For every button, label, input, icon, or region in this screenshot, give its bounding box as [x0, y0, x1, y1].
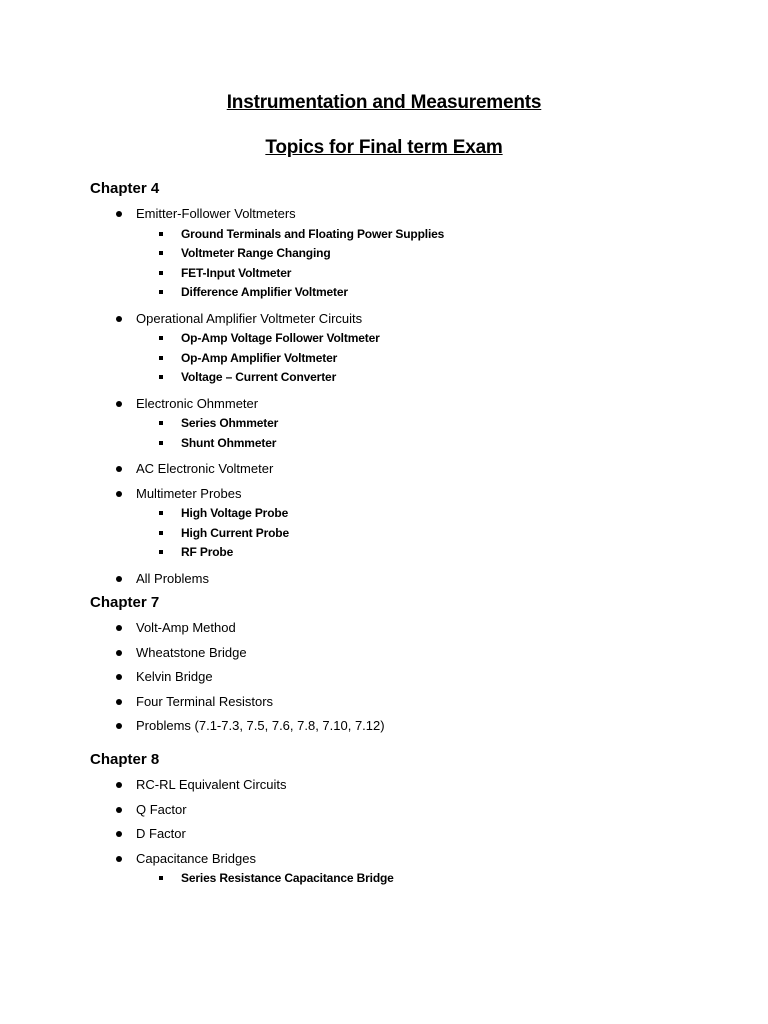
- topic-item: [90, 202, 730, 303]
- subtopic-list: [136, 225, 730, 303]
- bullet-dot-icon: [116, 856, 122, 862]
- topic-item: [90, 822, 730, 847]
- topic-row: [136, 616, 730, 641]
- topic-label: RC-RL Equivalent Circuits: [136, 777, 287, 792]
- topic-item: [90, 665, 730, 690]
- bullet-dot-icon: [116, 211, 122, 217]
- topic-label: Wheatstone Bridge: [136, 644, 247, 660]
- chapter-heading: Chapter 7: [90, 594, 160, 611]
- bullet-square-icon: [159, 421, 163, 425]
- topic-label: All Problems: [136, 570, 209, 586]
- bullet-square-icon: [159, 232, 163, 236]
- topic-label: Operational Amplifier Voltmeter Circuits: [136, 310, 363, 326]
- bullet-square-icon: [159, 441, 163, 445]
- subtopic-item: [136, 349, 730, 369]
- subtopic-label: Series Ohmmeter: [181, 416, 279, 430]
- bullet-dot-icon: [116, 576, 122, 582]
- topic-row: [136, 641, 730, 666]
- bullet-dot-icon: [116, 650, 122, 656]
- subtopic-item: [136, 434, 730, 454]
- topic-list: [90, 202, 730, 591]
- topic-item: [90, 307, 730, 388]
- bullet-square-icon: [159, 251, 163, 255]
- topic-row: [136, 822, 730, 847]
- chapter-section: [90, 179, 730, 591]
- bullet-dot-icon: [116, 723, 122, 729]
- subtopic-item: [136, 504, 730, 524]
- topic-row: [136, 457, 730, 482]
- subtopic-label: Op-Amp Voltage Follower Voltmeter: [181, 331, 380, 345]
- topic-label: Emitter-Follower Voltmeters: [136, 206, 296, 221]
- subtopic-list: [136, 329, 730, 388]
- bullet-dot-icon: [116, 316, 122, 322]
- bullet-square-icon: [159, 356, 163, 360]
- subtopic-label: Difference Amplifier Voltmeter: [181, 285, 348, 299]
- document-title: Instrumentation and Measurements: [226, 92, 542, 113]
- topic-label: Electronic Ohmmeter: [136, 395, 259, 411]
- topic-row: [136, 714, 730, 739]
- topic-item: [90, 847, 730, 889]
- bullet-square-icon: [159, 336, 163, 340]
- bullet-dot-icon: [116, 831, 122, 837]
- subtopic-item: [136, 264, 730, 284]
- bullet-square-icon: [159, 271, 163, 275]
- bullet-dot-icon: [116, 674, 122, 680]
- chapter-heading: Chapter 8: [90, 751, 160, 768]
- bullet-square-icon: [159, 876, 163, 880]
- subtopic-item: [136, 869, 730, 889]
- subtopic-label: High Current Probe: [181, 525, 289, 540]
- bullet-dot-icon: [116, 699, 122, 705]
- topic-label: D Factor: [136, 826, 186, 841]
- subtopic-item: [136, 543, 730, 563]
- topic-label: Multimeter Probes: [136, 485, 242, 501]
- topic-label: Kelvin Bridge: [136, 669, 213, 684]
- topic-item: [90, 798, 730, 823]
- topic-row: [136, 773, 730, 798]
- bullet-square-icon: [159, 375, 163, 379]
- subtopic-label: Shunt Ohmmeter: [181, 435, 277, 450]
- subtopic-item: [136, 414, 730, 434]
- topic-row: [136, 482, 730, 507]
- topic-item: [90, 690, 730, 715]
- topic-row: [136, 567, 730, 592]
- bullet-dot-icon: [116, 625, 122, 631]
- chapter-section: [90, 593, 730, 739]
- chapter-section: [90, 750, 730, 893]
- subtopic-label: High Voltage Probe: [181, 506, 289, 520]
- subtopic-label: FET-Input Voltmeter: [181, 265, 292, 280]
- bullet-square-icon: [159, 290, 163, 294]
- topic-item: [90, 714, 730, 739]
- subtopic-list: [136, 414, 730, 453]
- bullet-square-icon: [159, 550, 163, 554]
- topic-list: [90, 616, 730, 739]
- topic-item: [90, 482, 730, 563]
- subtopic-item: [136, 244, 730, 264]
- subtopic-label: Series Resistance Capacitance Bridge: [181, 871, 394, 885]
- subtopic-item: [136, 225, 730, 245]
- subtopic-label: Voltage – Current Converter: [181, 370, 337, 384]
- topic-item: [90, 567, 730, 592]
- subtopic-item: [136, 329, 730, 349]
- topic-row: [136, 665, 730, 690]
- subtopic-label: Op-Amp Amplifier Voltmeter: [181, 350, 338, 365]
- bullet-dot-icon: [116, 466, 122, 472]
- bullet-square-icon: [159, 531, 163, 535]
- topic-label: Q Factor: [136, 801, 187, 817]
- subtopic-list: [136, 869, 730, 889]
- bullet-dot-icon: [116, 807, 122, 813]
- bullet-square-icon: [159, 511, 163, 515]
- topic-label: Volt-Amp Method: [136, 620, 236, 635]
- topic-row: [136, 798, 730, 823]
- topic-row: [136, 690, 730, 715]
- subtopic-label: RF Probe: [181, 545, 234, 559]
- bullet-dot-icon: [116, 401, 122, 407]
- bullet-dot-icon: [116, 782, 122, 788]
- document-subtitle: Topics for Final term Exam: [265, 137, 503, 158]
- topic-item: [90, 773, 730, 798]
- topic-item: [90, 392, 730, 454]
- subtopic-item: [136, 524, 730, 544]
- subtopic-item: [136, 368, 730, 388]
- topic-row: [136, 307, 730, 332]
- topic-item: [90, 641, 730, 666]
- subtopic-list: [136, 504, 730, 563]
- subtopic-label: Ground Terminals and Floating Power Supplies: [181, 226, 445, 241]
- subtopic-label: Voltmeter Range Changing: [181, 246, 331, 260]
- topic-label: Four Terminal Resistors: [136, 693, 274, 709]
- topic-label: AC Electronic Voltmeter: [136, 461, 274, 476]
- topic-item: [90, 616, 730, 641]
- subtopic-item: [136, 283, 730, 303]
- topic-row: [136, 202, 730, 227]
- bullet-dot-icon: [116, 491, 122, 497]
- topic-list: [90, 773, 730, 889]
- topic-row: [136, 847, 730, 872]
- chapter-heading: Chapter 4: [90, 180, 160, 197]
- topic-item: [90, 457, 730, 482]
- topic-label: Problems (7.1-7.3, 7.5, 7.6, 7.8, 7.10, 7.12): [136, 718, 385, 733]
- topic-row: [136, 392, 730, 417]
- topic-label: Capacitance Bridges: [136, 850, 256, 866]
